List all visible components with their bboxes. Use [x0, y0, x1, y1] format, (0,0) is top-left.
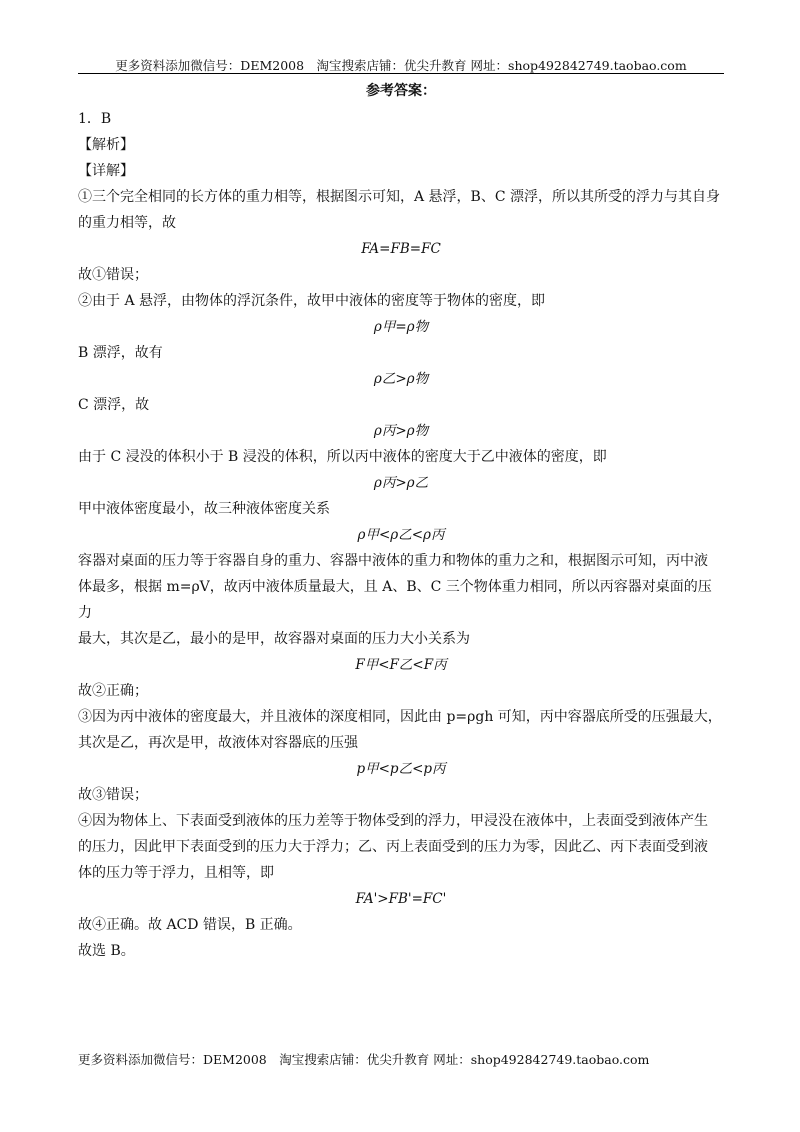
- page-footer: 更多资料添加微信号：DEM2008 淘宝搜索店铺：优尖升教育 网址：shop492842749.taobao.com: [78, 1052, 650, 1067]
- formula-line: ρ甲<ρ乙<ρ丙: [357, 527, 445, 543]
- text-line: 故③错误；: [78, 787, 148, 803]
- text-line: 由于 C 浸没的体积小于 B 浸没的体积，所以丙中液体的密度大于乙中液体的密度，即: [78, 449, 607, 465]
- text-line: 的压力，因此甲下表面受到的压力大于浮力；乙、丙上表面受到的压力为零，因此乙、丙下表面受到液: [78, 839, 708, 855]
- formula-line: ρ丙>ρ物: [373, 423, 429, 439]
- text-line: B 漂浮，故有: [78, 345, 163, 361]
- text-line: 故②正确；: [78, 683, 148, 699]
- formula-line: F甲<F乙<F丙: [355, 657, 447, 673]
- text-line: 【详解】: [78, 163, 134, 179]
- text-line: 【解析】: [78, 137, 134, 153]
- text-line: ④因为物体上、下表面受到液体的压力差等于物体受到的浮力，甲浸没在液体中，上表面受到液体产生: [78, 813, 708, 829]
- text-line: 故①错误；: [78, 267, 148, 283]
- text-line: ①三个完全相同的长方体的重力相等，根据图示可知，A 悬浮，B、C 漂浮，所以其所受的浮力与其自身: [78, 189, 721, 205]
- text-line: 1．B: [78, 111, 112, 127]
- text-line: 故④正确。故 ACD 错误，B 正确。: [78, 917, 302, 933]
- text-line: 容器对桌面的压力等于容器自身的重力、容器中液体的重力和物体的重力之和，根据图示可知，丙中液: [78, 553, 708, 569]
- text-line: ③因为丙中液体的密度最大，并且液体的深度相同，因此由 p=ρgh 可知，丙中容器底所受的压强最大，: [78, 709, 722, 725]
- formula-line: FA'>FB'=FC': [355, 891, 447, 907]
- page-title: 参考答案：: [366, 83, 436, 99]
- text-line: C 漂浮，故: [78, 397, 150, 413]
- text-line: 其次是乙，再次是甲，故液体对容器底的压强: [78, 735, 358, 751]
- formula-line: FA=FB=FC: [361, 241, 441, 257]
- text-line: 的重力相等，故: [78, 215, 176, 231]
- formula-line: ρ甲=ρ物: [373, 319, 429, 335]
- text-line: 体的压力等于浮力，且相等，即: [78, 865, 274, 881]
- header-divider: [78, 73, 724, 74]
- answer-body: [78, 106, 724, 964]
- text-line: ②由于 A 悬浮，由物体的浮沉条件，故甲中液体的密度等于物体的密度，即: [78, 293, 546, 309]
- formula-line: p甲<p乙<p丙: [356, 761, 446, 777]
- text-line: 甲中液体密度最小，故三种液体密度关系: [78, 501, 330, 517]
- page-header: 更多资料添加微信号：DEM2008 淘宝搜索店铺：优尖升教育 网址：shop492842749.taobao.com: [115, 58, 687, 73]
- text-line: 最大，其次是乙，最小的是甲，故容器对桌面的压力大小关系为: [78, 631, 470, 647]
- formula-line: ρ丙>ρ乙: [373, 475, 429, 491]
- formula-line: ρ乙>ρ物: [373, 371, 429, 387]
- text-line: 故选 B。: [78, 943, 135, 959]
- text-line: 体最多，根据 m=ρV，故丙中液体质量最大，且 A、B、C 三个物体重力相同，所以丙容器对桌面的压力: [78, 579, 712, 621]
